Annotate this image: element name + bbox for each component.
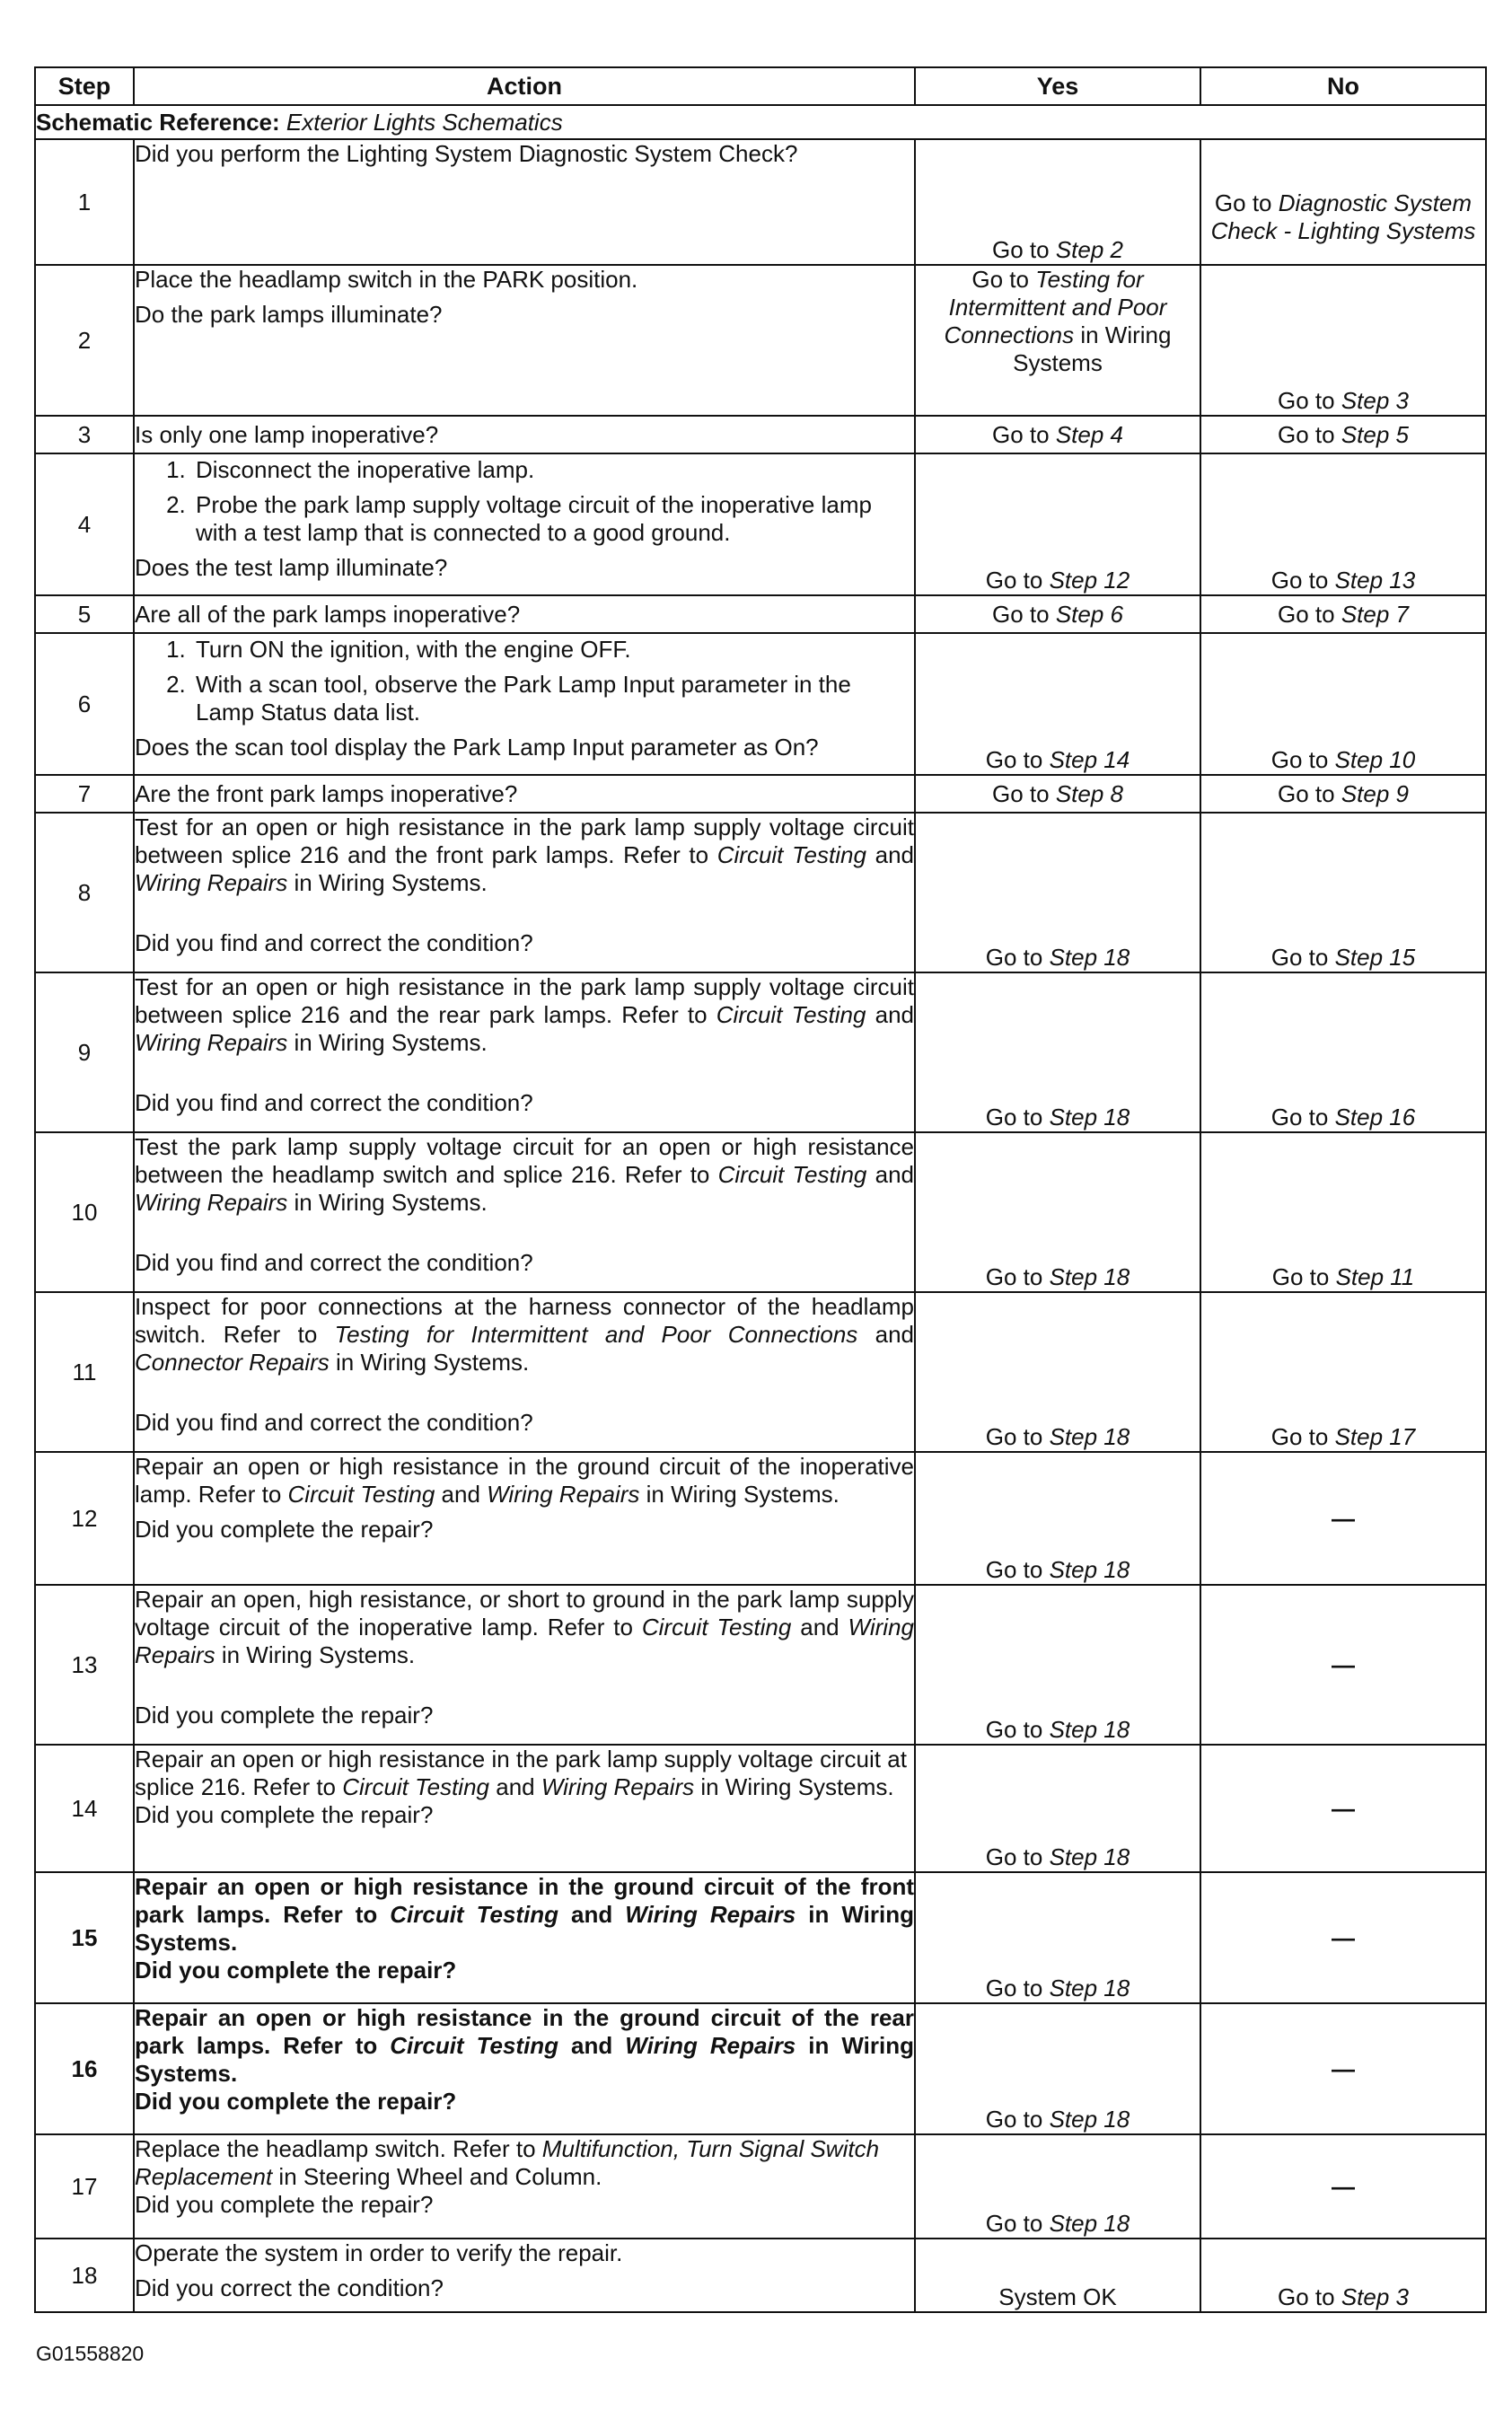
no-link[interactable]: Step 16 [1334,1104,1416,1130]
table-row [35,972,1486,1132]
question-text: Does the scan tool display the Park Lamp Input parameter as On? [135,734,819,761]
action-cell [134,972,915,1132]
question-text: Did you correct the condition? [135,2274,444,2301]
no-cell [1200,1872,1486,2003]
action-cell [134,139,915,265]
yes-cell [915,2239,1200,2312]
action-cell [134,775,915,813]
yes-link[interactable]: Step 14 [1049,746,1130,773]
no-link[interactable]: Step 9 [1341,779,1409,807]
diagnostic-table [34,66,1487,2313]
step-number: 7 [35,775,134,813]
action-cell [134,2003,915,2134]
reference-link[interactable]: Testing for Intermittent and Poor Connections [334,1321,858,1348]
no-link[interactable]: Diagnostic System Check - Lighting Systems [1210,189,1476,244]
yes-cell: Go to Step 18 [915,813,1200,972]
action-text: Is only one lamp inoperative? [135,420,439,448]
step-number: 15 [35,1872,134,2003]
yes-link[interactable]: Step 18 [1049,944,1130,971]
no-link[interactable]: Step 15 [1334,944,1416,971]
action-text: Inspect for poor connections at the harness connector of the headlamp switch. Refer to Testing for Intermittent and Poor Connections and Connector Repairs in Wiring Systems. [135,1293,914,1376]
action-cell [134,1745,915,1872]
yes-link[interactable]: Step 18 [1049,2210,1130,2237]
no-cell: Go to Step 16 [1200,972,1486,1132]
yes-cell: Go to Step 12 [915,453,1200,595]
no-dash: — [1332,1504,1355,1532]
table-row [35,1872,1486,2003]
question-text: Do the park lamps illuminate? [135,301,443,328]
reference-link[interactable]: Circuit Testing [390,2032,559,2059]
step-number: 16 [35,2003,134,2134]
no-link[interactable]: Step 13 [1334,567,1416,594]
schematic-link[interactable]: Exterior Lights Schematics [286,108,563,136]
step-number: 1 [35,139,134,265]
step-number: 8 [35,813,134,972]
yes-link[interactable]: Step 18 [1049,1975,1130,2001]
no-link[interactable]: Step 3 [1341,387,1409,414]
table-row [35,2239,1486,2312]
no-dash: — [1332,1794,1355,1822]
step-number: 12 [35,1452,134,1585]
question-text: Did you find and correct the condition? [135,929,533,956]
step-number: 3 [35,416,134,453]
action-text: Place the headlamp switch in the PARK position. [135,266,638,293]
schematic-reference [35,105,1486,139]
yes-cell: Go to Step 18 [915,1292,1200,1452]
step-number: 17 [35,2134,134,2239]
no-dash: — [1332,2172,1355,2200]
no-link[interactable]: Step 5 [1341,420,1409,448]
no-dash: — [1332,1923,1355,1951]
no-link[interactable]: Step 17 [1334,1423,1416,1450]
no-cell: Go to Step 15 [1200,813,1486,972]
reference-link[interactable]: Wiring Repairs [541,1773,695,1800]
no-cell [1200,2003,1486,2134]
no-cell [1200,1452,1486,1585]
question-text: Did you find and correct the condition? [135,1409,533,1436]
action-list [135,636,914,726]
question-text: Did you find and correct the condition? [135,1089,533,1116]
no-cell [1200,1585,1486,1745]
yes-cell: Go to Step 4 [915,416,1200,453]
action-text: Repair an open or high resistance in the ground circuit of the front park lamps. Refer to Circuit Testing and Wiring Repairs in Wiring Systems. [135,1873,914,1956]
yes-link[interactable]: Step 18 [1049,1263,1130,1290]
no-cell: Go to Diagnostic System Check - Lighting Systems [1200,139,1486,265]
reference-link[interactable]: Multifunction, Turn Signal Switch Replacement [135,2135,880,2190]
reference-link[interactable]: Wiring Repairs [625,2032,796,2059]
table-row [35,1585,1486,1745]
reference-link[interactable]: Wiring Repairs [135,869,288,896]
yes-link[interactable]: Step 18 [1049,1423,1130,1450]
action-cell [134,1132,915,1292]
table-row [35,813,1486,972]
table-row [35,1292,1486,1452]
yes-link[interactable]: Step 4 [1055,420,1123,448]
action-text: Test for an open or high resistance in the park lamp supply voltage circuit between splice 216 and the rear park lamps. Refer to Circuit Testing and Wiring Repairs in Wiring Systems. [135,973,914,1056]
yes-link[interactable]: Step 18 [1049,1716,1130,1743]
reference-link[interactable]: Circuit Testing [641,1614,792,1641]
yes-cell: Go to Step 18 [915,2134,1200,2239]
list-item: 1. Turn ON the ignition, with the engine OFF. [192,636,914,664]
no-cell: Go to Step 11 [1200,1132,1486,1292]
table-row [35,1132,1486,1292]
question-text: Does the test lamp illuminate? [135,554,448,581]
reference-link[interactable]: Circuit Testing [716,1001,866,1028]
reference-link[interactable]: Circuit Testing [287,1481,435,1508]
no-cell: Go to Step 13 [1200,453,1486,595]
table-row [35,453,1486,595]
header-step: Step [35,67,134,105]
system-ok-text: System OK [998,2283,1117,2310]
reference-link[interactable]: Circuit Testing [342,1773,490,1800]
action-text: Did you perform the Lighting System Diagnostic System Check? [135,140,798,167]
yes-link[interactable]: Step 18 [1049,1556,1130,1583]
action-text: Operate the system in order to verify the repair. [135,2239,623,2266]
yes-cell: Go to Step 18 [915,972,1200,1132]
reference-link[interactable]: Circuit Testing [717,1161,867,1188]
no-cell: Go to Step 9 [1200,775,1486,813]
yes-link[interactable]: Step 18 [1049,1104,1130,1130]
action-text: Replace the headlamp switch. Refer to Multifunction, Turn Signal Switch Replacement in Steering Wheel and Column. [135,2135,880,2190]
header-action: Action [134,67,915,105]
list-item: 2. Probe the park lamp supply voltage circuit of the inoperative lamp with a test lamp that is connected to a good ground. [192,491,914,547]
table-row [35,416,1486,453]
action-text: Are all of the park lamps inoperative? [135,600,521,628]
yes-cell: Go to Testing for Intermittent and Poor Connections in Wiring Systems [915,265,1200,416]
table-row [35,139,1486,265]
action-text: Repair an open, high resistance, or short to ground in the park lamp supply voltage circuit of the inoperative lamp. Refer to Circuit Testing and Wiring Repairs in Wiring Systems. [135,1586,914,1668]
header-row [35,67,1486,105]
step-number: 4 [35,453,134,595]
action-cell [134,1292,915,1452]
step-number: 13 [35,1585,134,1745]
reference-link[interactable]: Circuit Testing [390,1901,559,1928]
action-cell [134,2239,915,2312]
yes-cell: Go to Step 18 [915,1132,1200,1292]
table-row [35,2003,1486,2134]
no-cell: Go to Step 7 [1200,595,1486,633]
yes-cell: Go to Step 18 [915,1585,1200,1745]
yes-link[interactable]: Step 8 [1055,779,1123,807]
list-item: 2. With a scan tool, observe the Park Lamp Input parameter in the Lamp Status data list. [192,671,914,726]
yes-link[interactable]: Step 18 [1049,2106,1130,2133]
yes-link[interactable]: Step 18 [1049,1843,1130,1870]
reference-link[interactable]: Wiring Repairs [487,1481,640,1508]
yes-link[interactable]: Testing for Intermittent and Poor Connections [944,266,1167,348]
action-cell [134,633,915,775]
reference-link[interactable]: Circuit Testing [716,841,866,868]
no-dash: — [1332,2054,1355,2082]
table-row [35,1452,1486,1585]
yes-cell: Go to Step 18 [915,1872,1200,2003]
step-number: 10 [35,1132,134,1292]
action-text: Repair an open or high resistance in the ground circuit of the inoperative lamp. Refer to Circuit Testing and Wiring Repairs in Wiring Systems. [135,1453,914,1508]
question-text: Did you complete the repair? [135,1957,457,1984]
no-link[interactable]: Step 3 [1341,2283,1409,2310]
no-cell: Go to Step 17 [1200,1292,1486,1452]
table-row [35,775,1486,813]
step-number: 14 [35,1745,134,1872]
step-number: 2 [35,265,134,416]
action-text: Are the front park lamps inoperative? [135,779,518,807]
no-link[interactable]: Step 7 [1341,600,1409,628]
table-row [35,633,1486,775]
no-cell: Go to Step 5 [1200,416,1486,453]
reference-link[interactable]: Wiring Repairs [135,1614,914,1668]
reference-link[interactable]: Connector Repairs [135,1349,330,1376]
table-row [35,1745,1486,1872]
action-cell [134,1872,915,2003]
yes-cell: Go to Step 18 [915,1452,1200,1585]
yes-cell: Go to Step 2 [915,139,1200,265]
reference-link[interactable]: Wiring Repairs [135,1029,288,1056]
header-no: No [1200,67,1486,105]
action-text: Test the park lamp supply voltage circuit for an open or high resistance between the headlamp switch and splice 216. Refer to Circuit Testing and Wiring Repairs in Wiring Systems. [135,1133,914,1216]
action-cell [134,813,915,972]
step-number: 9 [35,972,134,1132]
action-cell [134,2134,915,2239]
yes-cell: Go to Step 8 [915,775,1200,813]
no-cell: Go to Step 3 [1200,265,1486,416]
action-list [135,456,914,547]
action-text: Test for an open or high resistance in the park lamp supply voltage circuit between splice 216 and the front park lamps. Refer to Circuit Testing and Wiring Repairs in Wiring Systems. [135,814,914,896]
reference-link[interactable]: Wiring Repairs [625,1901,796,1928]
yes-link[interactable]: Step 12 [1049,567,1130,594]
figure-id: G01558820 [36,2342,145,2365]
question-text: Did you complete the repair? [135,2088,457,2115]
step-number: 5 [35,595,134,633]
yes-link[interactable]: Step 6 [1055,600,1123,628]
yes-cell: Go to Step 6 [915,595,1200,633]
no-cell: Go to Step 3 [1200,2239,1486,2312]
step-number: 11 [35,1292,134,1452]
no-cell [1200,2134,1486,2239]
no-cell: Go to Step 10 [1200,633,1486,775]
action-text: Repair an open or high resistance in the park lamp supply voltage circuit at splice 216. Refer to Circuit Testing and Wiring Repairs in Wiring Systems. [135,1746,907,1800]
action-text: Repair an open or high resistance in the ground circuit of the rear park lamps. Refer to Circuit Testing and Wiring Repairs in Wiring Systems. [135,2004,914,2087]
table-row [35,265,1486,416]
question-text: Did you complete the repair? [135,1702,434,1728]
no-cell [1200,1745,1486,1872]
action-cell [134,416,915,453]
action-cell [134,265,915,416]
reference-link[interactable]: Wiring Repairs [135,1189,288,1216]
no-link[interactable]: Step 11 [1335,1263,1415,1290]
question-text: Did you complete the repair? [135,1801,434,1828]
yes-cell: Go to Step 18 [915,1745,1200,1872]
step-number: 18 [35,2239,134,2312]
action-cell [134,1585,915,1745]
table-row [35,595,1486,633]
question-text: Did you complete the repair? [135,1516,434,1543]
action-cell [134,1452,915,1585]
step-number: 6 [35,633,134,775]
yes-cell: Go to Step 18 [915,2003,1200,2134]
action-cell [134,453,915,595]
table-row [35,2134,1486,2239]
header-yes: Yes [915,67,1200,105]
question-text: Did you find and correct the condition? [135,1249,533,1276]
action-cell [134,595,915,633]
schematic-reference-row [35,105,1486,139]
yes-link[interactable]: Step 2 [1055,236,1123,263]
no-link[interactable]: Step 10 [1334,746,1416,773]
list-item: 1. Disconnect the inoperative lamp. [192,456,914,484]
no-dash: — [1332,1650,1355,1678]
schematic-label: Schematic Reference: [36,108,280,136]
yes-cell: Go to Step 14 [915,633,1200,775]
question-text: Did you complete the repair? [135,2191,434,2218]
